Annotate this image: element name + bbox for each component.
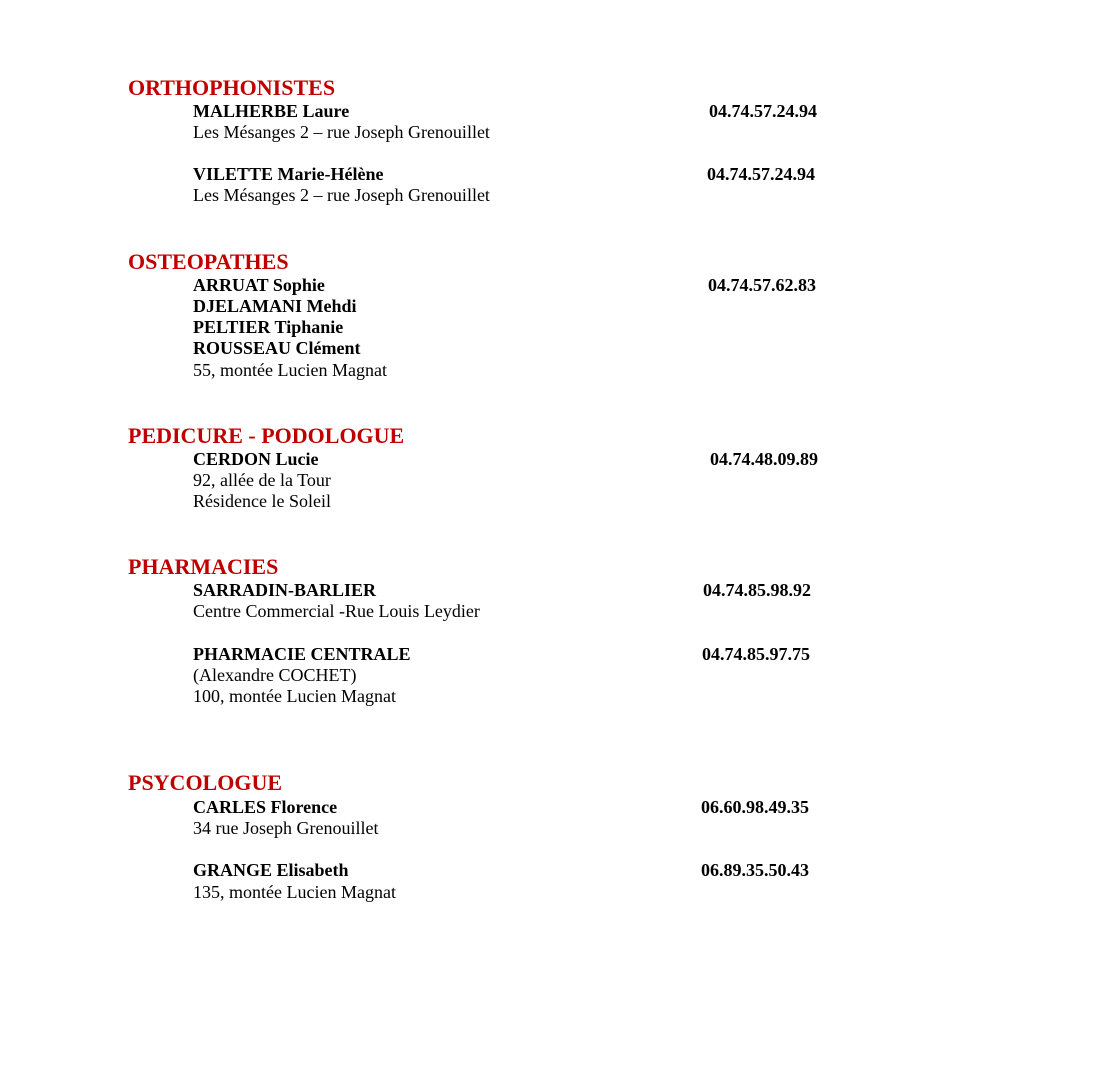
entry-address: 135, montée Lucien Magnat (193, 882, 396, 902)
entry-name: VILETTE Marie-Hélène (193, 164, 384, 184)
section-heading-osteopathes: OSTEOPATHES (128, 249, 289, 274)
section-heading-orthophonistes: ORTHOPHONISTES (128, 75, 336, 100)
entry-name: CARLES Florence (193, 797, 338, 817)
entry-name: PELTIER Tiphanie (193, 317, 344, 337)
section-heading-pedicure-podologue: PEDICURE - PODOLOGUE (128, 423, 405, 448)
entry-phone: 06.89.35.50.43 (701, 860, 809, 880)
entry-address: 34 rue Joseph Grenouillet (193, 818, 379, 838)
section-heading-pharmacies: PHARMACIES (128, 554, 279, 579)
entry-address: Centre Commercial -Rue Louis Leydier (193, 601, 480, 621)
entry-phone: 04.74.57.62.83 (708, 275, 816, 295)
entry-address: Les Mésanges 2 – rue Joseph Grenouillet (193, 122, 490, 142)
entry-name: ROUSSEAU Clément (193, 338, 361, 358)
entry-name: GRANGE Elisabeth (193, 860, 349, 880)
entry-name: MALHERBE Laure (193, 101, 350, 121)
entry-address: 100, montée Lucien Magnat (193, 686, 396, 706)
entry-phone: 04.74.57.24.94 (709, 101, 817, 121)
entry-name: CERDON Lucie (193, 449, 319, 469)
entry-name: DJELAMANI Mehdi (193, 296, 357, 316)
entry-phone: 06.60.98.49.35 (701, 797, 809, 817)
entry-name: ARRUAT Sophie (193, 275, 325, 295)
entry-address: (Alexandre COCHET) (193, 665, 357, 685)
section-heading-psycologue: PSYCOLOGUE (128, 770, 283, 795)
entry-address: 92, allée de la Tour (193, 470, 331, 490)
entry-name: PHARMACIE CENTRALE (193, 644, 411, 664)
entry-phone: 04.74.85.98.92 (703, 580, 811, 600)
entry-address: Résidence le Soleil (193, 491, 331, 511)
entry-phone: 04.74.48.09.89 (710, 449, 818, 469)
entry-address: 55, montée Lucien Magnat (193, 360, 387, 380)
entry-address: Les Mésanges 2 – rue Joseph Grenouillet (193, 185, 490, 205)
entry-phone: 04.74.57.24.94 (707, 164, 815, 184)
entry-name: SARRADIN-BARLIER (193, 580, 377, 600)
entry-phone: 04.74.85.97.75 (702, 644, 810, 664)
